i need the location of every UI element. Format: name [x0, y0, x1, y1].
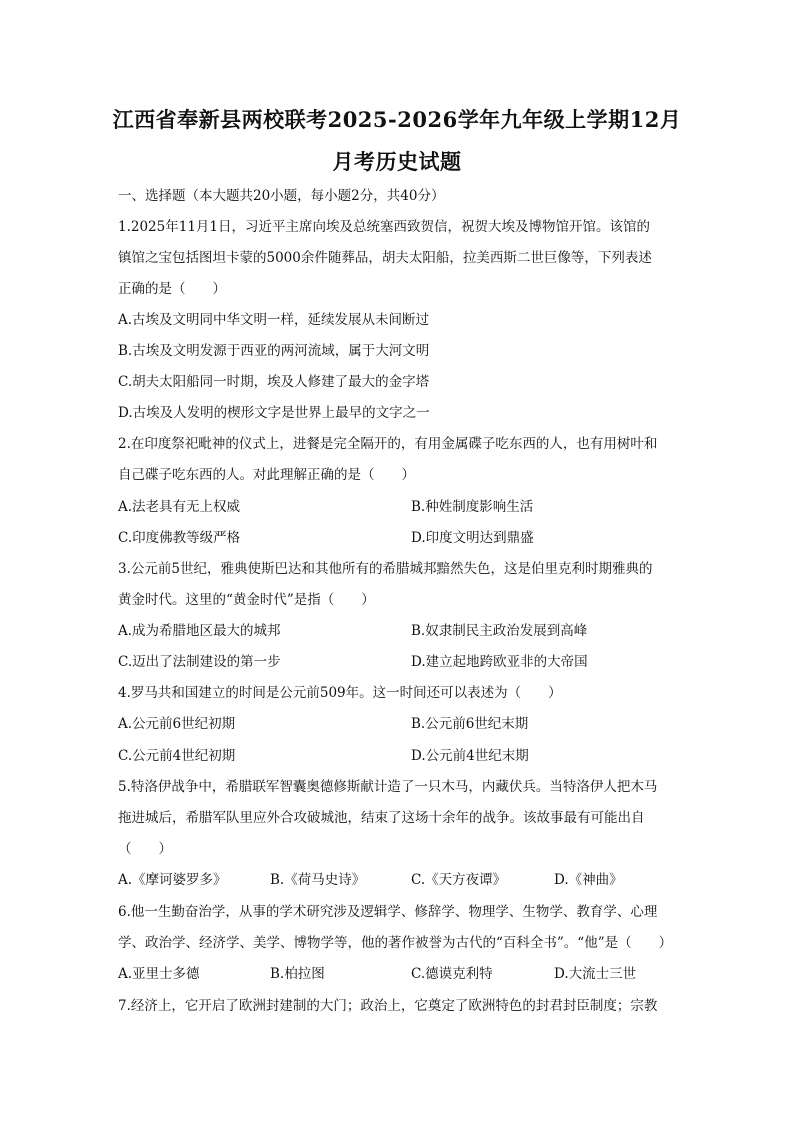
- q2-stem-line2: 自己碟子吃东西的人。对此理解正确的是（ ）: [118, 467, 415, 483]
- q5-option-c: C.《天方夜谭》: [411, 872, 507, 888]
- q2-option-b: B.种姓制度影响生活: [411, 499, 534, 515]
- section-heading: 一、选择题（本大题共20小题，每小题2分，共40分）: [118, 188, 445, 204]
- q5-option-b: B.《荷马史诗》: [270, 872, 366, 888]
- q7-stem-line1: 7.经济上，它开启了欧洲封建制的大门；政治上，它奠定了欧洲特色的封君封臣制度；宗教: [118, 998, 658, 1014]
- q4-option-c: C.公元前4世纪初期: [118, 748, 236, 764]
- q6-option-a: A.亚里士多德: [118, 966, 200, 982]
- q5-stem-line3: （ ）: [118, 841, 172, 857]
- q1-option-a: A.古埃及文明同中华文明一样，延续发展从未间断过: [118, 312, 430, 328]
- q1-option-b: B.古埃及文明发源于西亚的两河流域，属于大河文明: [118, 343, 430, 359]
- q6-option-d: D.大流士三世: [554, 966, 637, 982]
- q5-option-a: A.《摩诃婆罗多》: [118, 872, 227, 888]
- exam-title-line1: 江西省奉新县两校联考2025-2026学年九年级上学期12月: [112, 107, 682, 132]
- q1-stem-line3: 正确的是（ ）: [118, 281, 226, 297]
- q6-stem-line2: 学、政治学、经济学、美学、博物学等，他的著作被誉为古代的“百科全书”。“他”是（ ）: [118, 935, 673, 951]
- q5-option-d: D.《神曲》: [554, 872, 623, 888]
- q4-option-a: A.公元前6世纪初期: [118, 716, 236, 732]
- q5-stem-line2: 拖进城后，希腊军队里应外合攻破城池，结束了这场十余年的战争。该故事最有可能出自: [118, 810, 645, 826]
- q1-option-d: D.古埃及人发明的楔形文字是世界上最早的文字之一: [118, 405, 430, 421]
- q1-stem-line1: 1.2025年11月1日，习近平主席向埃及总统塞西致贺信，祝贺大埃及博物馆开馆。该馆的: [118, 219, 651, 235]
- q3-option-d: D.建立起地跨欧亚非的大帝国: [411, 654, 588, 670]
- q6-option-b: B.柏拉图: [270, 966, 325, 982]
- q2-option-a: A.法老具有无上权威: [118, 499, 241, 515]
- q2-stem-line1: 2.在印度祭祀毗神的仪式上，进餐是完全隔开的，有用金属碟子吃东西的人，也有用树叶和: [118, 436, 658, 452]
- q3-stem-line2: 黄金时代。这里的“黄金时代”是指（ ）: [118, 592, 375, 608]
- q3-stem-line1: 3.公元前5世纪，雅典使斯巴达和其他所有的希腊城邦黯然失色，这是伯里克利时期雅典的: [118, 561, 653, 577]
- q4-stem-line1: 4.罗马共和国建立的时间是公元前509年。这一时间还可以表述为（ ）: [118, 685, 562, 701]
- q4-option-d: D.公元前4世纪末期: [411, 748, 529, 764]
- q1-option-c: C.胡夫太阳船同一时期，埃及人修建了最大的金字塔: [118, 374, 430, 390]
- q5-stem-line1: 5.特洛伊战争中，希腊联军智囊奥德修斯献计造了一只木马，内藏伏兵。当特洛伊人把木马: [118, 779, 658, 795]
- q6-option-c: C.德谟克利特: [411, 966, 493, 982]
- q3-option-c: C.迈出了法制建设的第一步: [118, 654, 281, 670]
- q4-option-b: B.公元前6世纪末期: [411, 716, 529, 732]
- q6-stem-line1: 6.他一生勤奋治学，从事的学术研究涉及逻辑学、修辞学、物理学、生物学、教育学、心理: [118, 904, 658, 920]
- q2-option-d: D.印度文明达到鼎盛: [411, 530, 534, 546]
- q3-option-b: B.奴隶制民主政治发展到高峰: [411, 623, 588, 639]
- q2-option-c: C.印度佛教等级严格: [118, 530, 241, 546]
- exam-title-line2: 月考历史试题: [332, 149, 462, 174]
- q1-stem-line2: 镇馆之宝包括图坦卡蒙的5000余件随葬品，胡夫太阳船，拉美西斯二世巨像等，下列表述: [118, 250, 652, 266]
- q3-option-a: A.成为希腊地区最大的城邦: [118, 623, 281, 639]
